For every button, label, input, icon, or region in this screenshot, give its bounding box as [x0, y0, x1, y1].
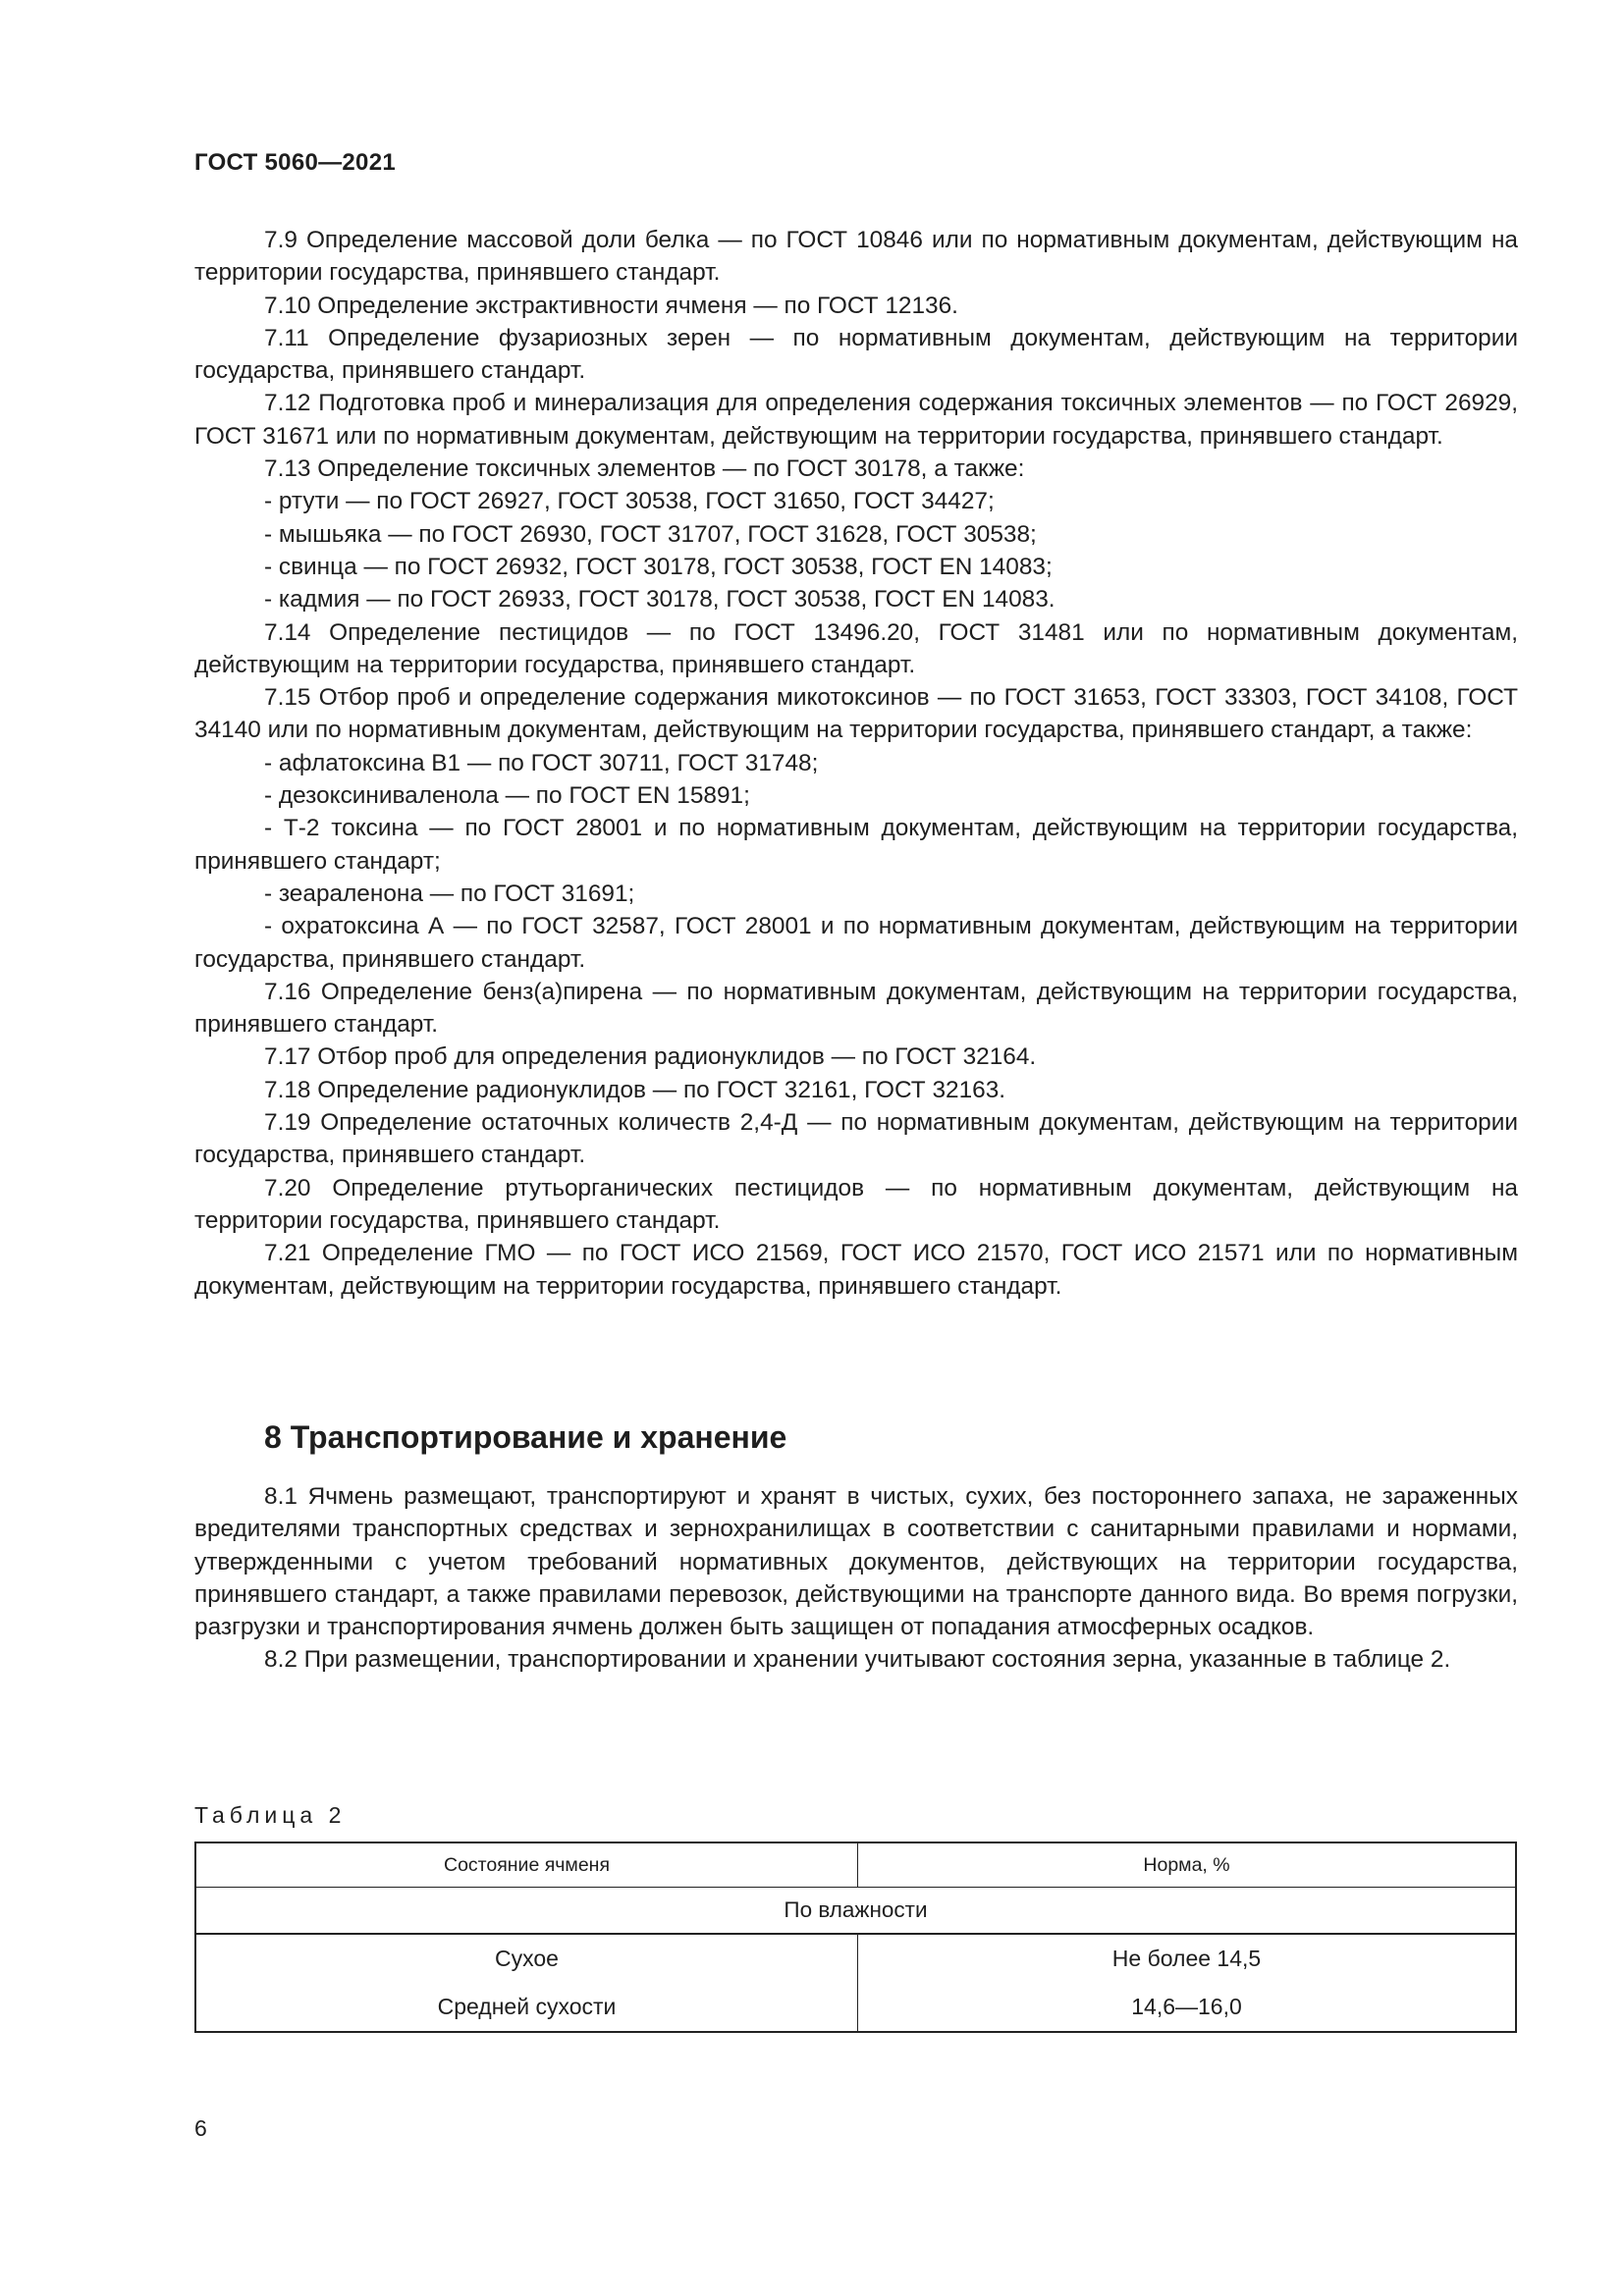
- paragraph: 7.19 Определение остаточных количеств 2,4-Д — по нормативным документам, действующим на территории государства, принявшего стандарт.: [194, 1109, 1518, 1169]
- paragraph: 7.9 Определение массовой доли белка — по ГОСТ 10846 или по нормативным документам, действующим на территории государства, принявшего стандарт.: [194, 227, 1518, 287]
- paragraph: 7.21 Определение ГМО — по ГОСТ ИСО 21569, ГОСТ ИСО 21570, ГОСТ ИСО 21571 или по нормативным документам, действующим на территории государства, принявшего стандарт.: [194, 1240, 1518, 1300]
- list-item: - охратоксина А — по ГОСТ 32587, ГОСТ 28001 и по нормативным документам, действующим на территории государства, принявшего стандарт.: [194, 913, 1518, 973]
- paragraph-8-1: 8.1 Ячмень размещают, транспортируют и хранят в чистых, сухих, без постороннего запаха, не зараженных вредителями транспортных средствах и зернохранилищах в соответствии с санитарными правилами и нормами, утвержденными с учетом требований нормативных документов, действующих на территории государства, принявшего стандарт, а также правилами перевозок, действующими на транспорте данного вида. Во время погрузки, разгрузки и транспортирования ячмень должен быть защищен от попадания атмосферных осадков.: [194, 1483, 1518, 1641]
- list-item: - дезоксиниваленола — по ГОСТ EN 15891;: [264, 782, 750, 810]
- list-item: - кадмия — по ГОСТ 26933, ГОСТ 30178, ГОСТ 30538, ГОСТ EN 14083.: [264, 586, 1056, 614]
- table-caption: Таблица 2: [194, 1802, 347, 1828]
- section-8-title: 8 Транспортирование и хранение: [264, 1419, 787, 1455]
- paragraph: 7.17 Отбор проб для определения радионуклидов — по ГОСТ 32164.: [264, 1043, 1037, 1071]
- paragraph: 7.18 Определение радионуклидов — по ГОСТ 32161, ГОСТ 32163.: [264, 1076, 1006, 1103]
- list-item: - свинца — по ГОСТ 26932, ГОСТ 30178, ГОСТ 30538, ГОСТ EN 14083;: [264, 553, 1053, 580]
- table-row: [195, 1934, 1516, 1983]
- group-label: По влажности: [195, 1888, 1516, 1935]
- paragraph: 7.15 Отбор проб и определение содержания микотоксинов — по ГОСТ 31653, ГОСТ 33303, ГОСТ 34108, ГОСТ 34140 или по нормативным документам, действующим на территории государства, принявшего стандарт, а также:: [194, 684, 1518, 744]
- table-group-row: [195, 1888, 1516, 1935]
- page-number: 6: [194, 2115, 207, 2141]
- section-7-body: [194, 224, 1518, 1303]
- table-2: [194, 1842, 1517, 2033]
- list-item: - зеараленона — по ГОСТ 31691;: [264, 880, 635, 907]
- paragraph: 7.10 Определение экстрактивности ячменя — по ГОСТ 12136.: [264, 292, 958, 319]
- document-header: ГОСТ 5060—2021: [194, 149, 397, 176]
- table-row: [195, 1983, 1516, 2032]
- paragraph: 7.16 Определение бенз(а)пирена — по нормативным документам, действующим на территории государства, принявшего стандарт.: [194, 978, 1518, 1039]
- paragraph: 7.14 Определение пестицидов — по ГОСТ 13496.20, ГОСТ 31481 или по нормативным документам, действующим на территории государства, принявшего стандарт.: [194, 618, 1518, 678]
- paragraph: 7.20 Определение ртутьорганических пестицидов — по нормативным документам, действующим на территории государства, принявшего стандарт.: [194, 1174, 1518, 1234]
- list-item: - афлатоксина В1 — по ГОСТ 30711, ГОСТ 31748;: [264, 749, 819, 776]
- list-item: - мышьяка — по ГОСТ 26930, ГОСТ 31707, ГОСТ 31628, ГОСТ 30538;: [264, 520, 1037, 548]
- paragraph: 7.13 Определение токсичных элементов — по ГОСТ 30178, а также:: [264, 455, 1025, 483]
- table-cell-norm: Не более 14,5: [1111, 1946, 1262, 1971]
- paragraph-8-2: 8.2 При размещении, транспортировании и хранении учитывают состояния зерна, указанные в таблице 2.: [264, 1646, 1451, 1674]
- paragraph: 7.12 Подготовка проб и минерализация для определения содержания токсичных элементов — по ГОСТ 26929, ГОСТ 31671 или по нормативным документам, действующим на территории государства, принявшего стандарт.: [194, 390, 1518, 450]
- table-cell-norm: 14,6—16,0: [1131, 1994, 1242, 2019]
- table-cell-state: Средней сухости: [195, 1983, 858, 2032]
- section-8-body: [194, 1480, 1518, 1677]
- table-cell-state: Сухое: [195, 1934, 858, 1983]
- table-header-row: [195, 1842, 1516, 1888]
- list-item: - Т-2 токсина — по ГОСТ 28001 и по нормативным документам, действующим на территории государства, принявшего стандарт;: [194, 815, 1518, 875]
- list-item: - ртути — по ГОСТ 26927, ГОСТ 30538, ГОСТ 31650, ГОСТ 34427;: [264, 488, 995, 515]
- column-header-norm: Норма, %: [858, 1842, 1517, 1888]
- paragraph: 7.11 Определение фузариозных зерен — по нормативным документам, действующим на территории государства, принявшего стандарт.: [194, 324, 1518, 385]
- column-header-state: Состояние ячменя: [195, 1842, 858, 1888]
